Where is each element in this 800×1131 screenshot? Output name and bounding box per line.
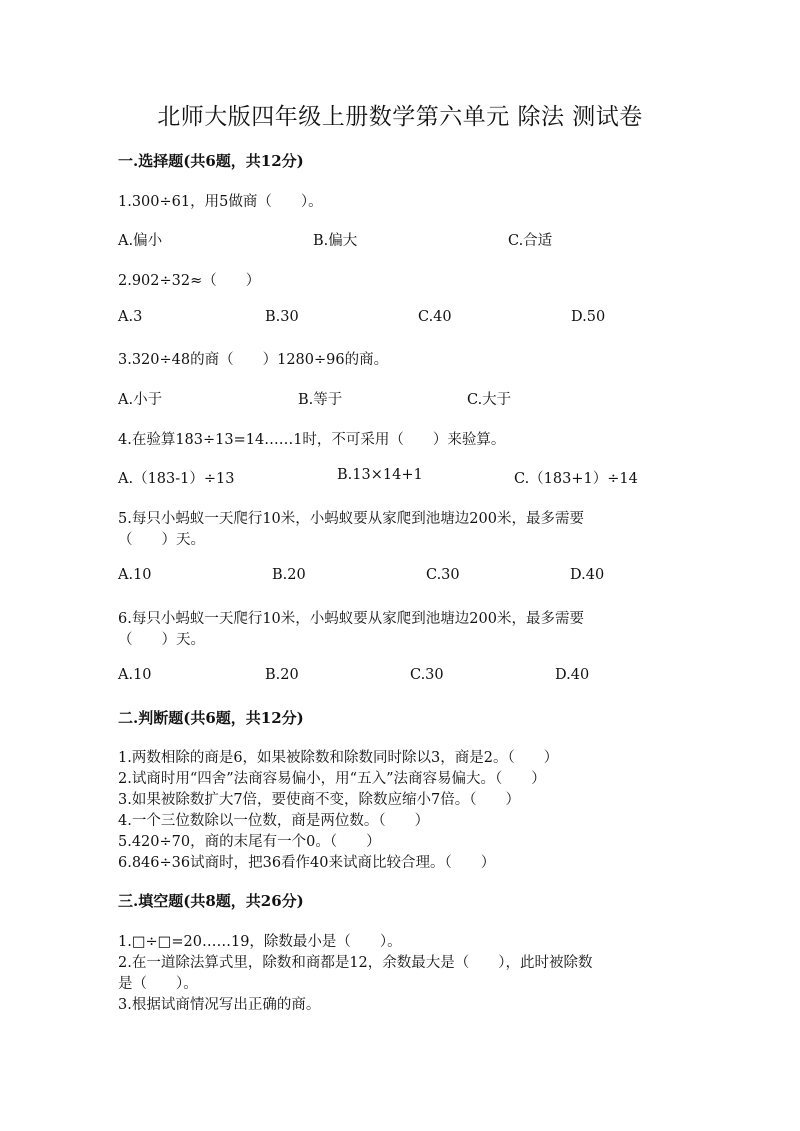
answer-option: C.30 — [410, 667, 444, 683]
answer-option: A.偏小 — [118, 233, 163, 249]
statement-line: 5.420÷70，商的末尾有一个0。（ ） — [118, 834, 381, 850]
statement-line: 6.846÷36试商时，把36看作40来试商比较合理。（ ） — [118, 855, 496, 871]
answer-option: D.40 — [570, 567, 605, 583]
answer-option: C.40 — [418, 309, 452, 325]
fill-blank-line: 2.在一道除法算式里，除数和商都是12，余数最大是（ ），此时被除数 — [118, 955, 593, 971]
answer-option: A.3 — [118, 309, 143, 325]
fill-blank-line: 是（ ）。 — [118, 976, 198, 992]
answer-option: C.大于 — [467, 392, 512, 408]
answer-option: A.10 — [118, 567, 152, 583]
answer-option: D.40 — [555, 667, 590, 683]
section-heading-judgement: 二.判断题(共6题，共12分) — [118, 709, 304, 727]
statement-line: 1.两数相除的商是6，如果被除数和除数同时除以3，商是2。（ ） — [118, 750, 559, 766]
statement-line: 3.如果被除数扩大7倍，要使商不变，除数应缩小7倍。（ ） — [118, 792, 521, 808]
answer-option: A.小于 — [118, 392, 163, 408]
section-heading-fill-blank: 三.填空题(共8题，共26分) — [118, 892, 304, 910]
answer-option: B.13×14+1 — [337, 467, 423, 483]
answer-option: B.等于 — [298, 392, 343, 408]
answer-option: B.偏大 — [313, 233, 358, 249]
question-stem: 6.每只小蚂蚁一天爬行10米，小蚂蚁要从家爬到池塘边200米，最多需要 — [118, 611, 584, 627]
statement-line: 2.试商时用“四舍”法商容易偏小，用“五入”法商容易偏大。（ ） — [118, 771, 546, 787]
answer-option: B.20 — [265, 667, 299, 683]
fill-blank-line: 3.根据试商情况写出正确的商。 — [118, 997, 321, 1013]
statement-line: 4.一个三位数除以一位数，商是两位数。（ ） — [118, 813, 430, 829]
question-stem-continued: （ ）天。 — [118, 632, 205, 648]
answer-option: C.30 — [426, 567, 460, 583]
question-stem: 4.在验算183÷13=14……1时，不可采用（ ）来验算。 — [118, 432, 506, 448]
question-stem: 2.902÷32≈（ ） — [118, 273, 261, 289]
fill-blank-line: 1.□÷□=20……19，除数最小是（ ）。 — [118, 934, 402, 950]
question-stem: 1.300÷61，用5做商（ ）。 — [118, 194, 323, 210]
page-title: 北师大版四年级上册数学第六单元 除法 测试卷 — [157, 104, 643, 130]
answer-option: A.（183-1）÷13 — [118, 471, 235, 487]
answer-option: C.合适 — [508, 233, 553, 249]
answer-option: D.50 — [571, 309, 606, 325]
answer-option: B.20 — [272, 567, 306, 583]
answer-option: B.30 — [265, 309, 299, 325]
question-stem: 5.每只小蚂蚁一天爬行10米，小蚂蚁要从家爬到池塘边200米，最多需要 — [118, 511, 584, 527]
answer-option: C.（183+1）÷14 — [514, 471, 638, 487]
question-stem-continued: （ ）天。 — [118, 532, 205, 548]
answer-option: A.10 — [118, 667, 152, 683]
question-stem: 3.320÷48的商（ ）1280÷96的商。 — [118, 352, 389, 368]
section-heading-choice: 一.选择题(共6题，共12分) — [118, 152, 304, 170]
